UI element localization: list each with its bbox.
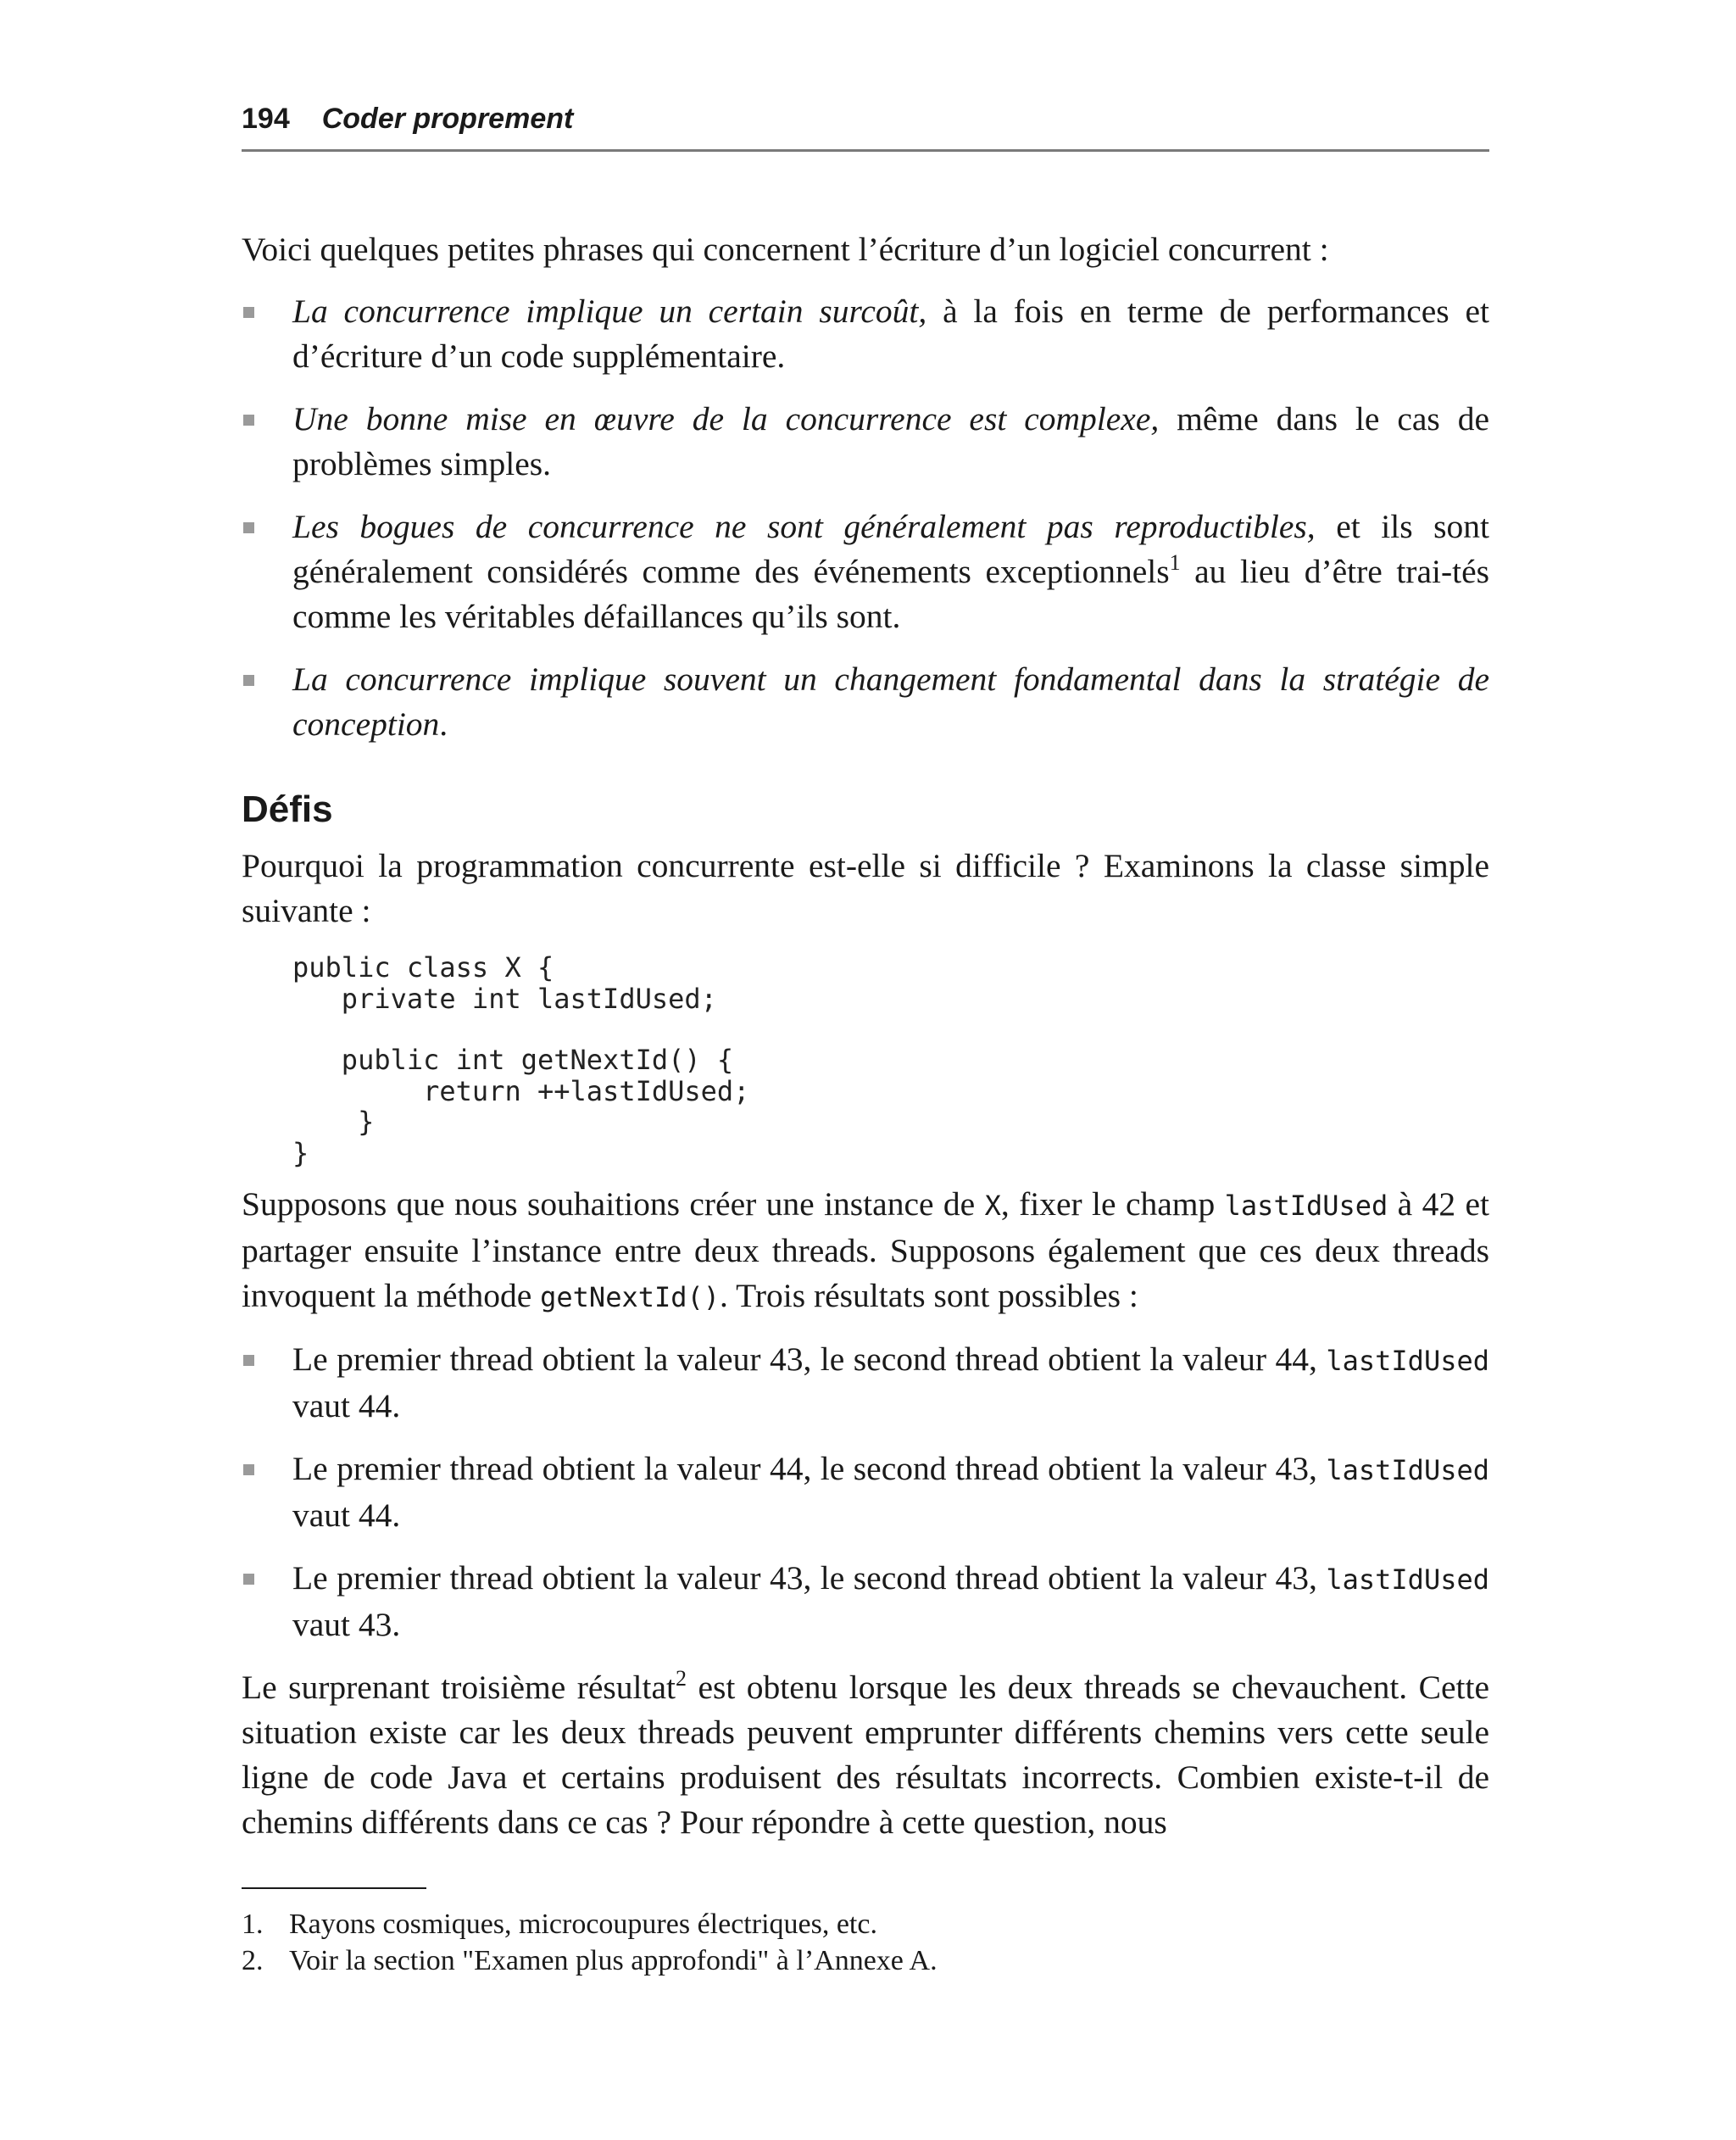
footnote-ref-2[interactable]: 2 [676, 1666, 687, 1691]
scenario-paragraph [242, 1182, 1489, 1320]
square-bullet-icon [243, 675, 254, 686]
result-tail: vaut 44. [292, 1387, 401, 1424]
footnotes [242, 1906, 1489, 1979]
page-body [242, 227, 1489, 1845]
text-run: , fixer le champ [1000, 1185, 1225, 1223]
footnote-number: 2. [242, 1945, 264, 1976]
code-line: } [292, 1106, 375, 1138]
footnote-text: Voir la section "Examen plus approfondi" à l’Annexe A. [289, 1945, 938, 1976]
book-title: Coder proprement [321, 103, 574, 135]
point-text: à la fois en terme de performances et d’écriture d’un code supplémentaire. [292, 293, 1489, 375]
point-text: . [439, 705, 448, 743]
running-head [242, 100, 1489, 137]
square-bullet-icon [243, 522, 254, 533]
code-line: return ++lastIdUsed; [292, 1074, 750, 1107]
results-list [242, 1337, 1489, 1647]
intro-paragraph: Voici quelques petites phrases qui concernent l’écriture d’un logiciel concurrent : [242, 231, 1329, 268]
inline-code: lastIdUsed [1326, 1345, 1489, 1377]
text-run: . Trois résultats sont possibles : [720, 1277, 1138, 1314]
list-item [242, 504, 1489, 639]
defis-paragraph: Pourquoi la programmation concurrente est-elle si difficile ? Examinons la classe simple suivante : [242, 847, 1489, 929]
footnote-text: Rayons cosmiques, microcoupures électriques, etc. [289, 1909, 877, 1940]
inline-code: lastIdUsed [1326, 1563, 1489, 1596]
result-text: Le premier thread obtient la valeur 43, le second thread obtient la valeur 43, [292, 1559, 1327, 1597]
header-rule [242, 149, 1489, 152]
inline-code: lastIdUsed [1224, 1190, 1388, 1222]
list-item [242, 397, 1489, 487]
point-text: même dans le cas de problèmes simples. [292, 400, 1489, 482]
inline-code: getNextId() [540, 1281, 721, 1313]
footnote [242, 1942, 1489, 1979]
page-number: 194 [242, 103, 290, 135]
text-run: à 42 et partager ensuite l’instance entre deux threads. Supposons également que ces deux threads invoquent la méthode [242, 1185, 1490, 1314]
list-item [242, 657, 1489, 747]
code-line: } [292, 1136, 309, 1169]
inline-code: lastIdUsed [1326, 1454, 1489, 1486]
code-listing [292, 952, 1489, 1168]
footnote-ref-1[interactable]: 1 [1169, 550, 1181, 575]
text-run: Le surprenant troisième résultat [242, 1669, 676, 1706]
square-bullet-icon [243, 1464, 254, 1475]
explanation-paragraph [242, 1665, 1489, 1845]
footnote [242, 1906, 1489, 1942]
list-item [242, 1337, 1489, 1429]
point-text: au lieu d’être trai-tés comme les véritables défaillances qu’ils sont. [292, 553, 1489, 635]
footnote-number: 1. [242, 1909, 264, 1940]
result-tail: vaut 43. [292, 1606, 401, 1643]
square-bullet-icon [243, 1355, 254, 1366]
code-blank-line [292, 1014, 1489, 1045]
section-heading: Défis [242, 789, 333, 830]
square-bullet-icon [243, 415, 254, 426]
footnote-rule [242, 1887, 426, 1889]
point-emphasis: Les bogues de concurrence ne sont généralement pas reproductibles, [292, 508, 1316, 545]
result-tail: vaut 44. [292, 1496, 401, 1534]
result-text: Le premier thread obtient la valeur 43, le second thread obtient la valeur 44, [292, 1340, 1327, 1378]
point-emphasis: La concurrence implique un certain surcoût, [292, 293, 927, 330]
code-line: private int lastIdUsed; [292, 982, 717, 1015]
list-item [242, 1556, 1489, 1647]
text-run: Supposons que nous souhaitions créer une instance de [242, 1185, 985, 1223]
concurrency-points-list [242, 289, 1489, 747]
point-emphasis: Une bonne mise en œuvre de la concurrence est complexe, [292, 400, 1160, 437]
text-run: est obtenu lorsque les deux threads se chevauchent. Cette situation existe car les deux threads peuvent emprunter différents chemins vers cette seule ligne de code Java et certains produisent des résultats incorrects. Combien existe-t-il de chemins différents dans ce cas ? Pour répondre à cette question, nous [242, 1669, 1489, 1841]
square-bullet-icon [243, 307, 254, 318]
code-line: public class X { [292, 951, 554, 984]
square-bullet-icon [243, 1574, 254, 1585]
result-text: Le premier thread obtient la valeur 44, le second thread obtient la valeur 43, [292, 1450, 1327, 1487]
code-line: public int getNextId() { [292, 1044, 734, 1076]
list-item [242, 1446, 1489, 1538]
point-emphasis: La concurrence implique souvent un changement fondamental dans la stratégie de conception [292, 660, 1489, 743]
inline-code: X [984, 1190, 1001, 1222]
list-item [242, 289, 1489, 379]
point-text: et ils sont généralement considérés comme des événements exceptionnels [292, 508, 1489, 590]
